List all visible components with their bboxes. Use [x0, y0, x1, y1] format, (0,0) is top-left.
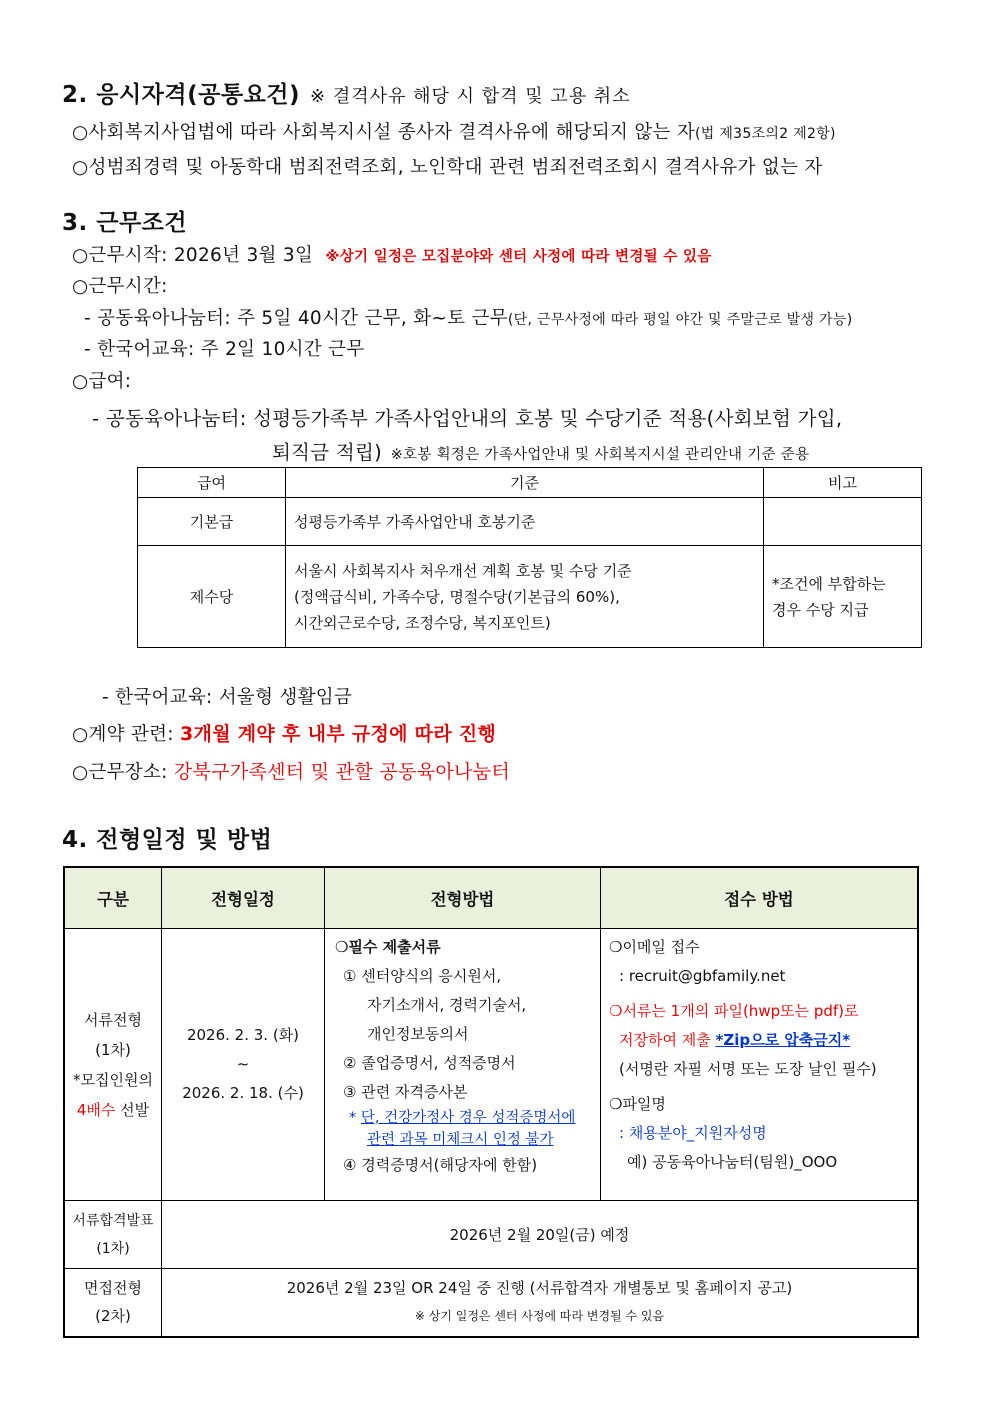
schedule-row-interview — [64, 1269, 918, 1337]
document-receipt — [601, 929, 919, 1201]
method-item: ① 센터양식의 응시원서, — [343, 967, 502, 985]
method-item: ③ 관련 자격증사본 — [343, 1083, 468, 1101]
section-2-title: 2. 응시자격(공통요건) — [62, 82, 301, 108]
receipt-file-rule: ❍서류는 1개의 파일(hwp또는 pdf)로 — [609, 1002, 859, 1020]
document-stage-line: 서류전형 — [84, 1010, 142, 1029]
pay-row-2-note-line: 경우 수당 지급 — [772, 600, 869, 619]
pay-1-cont — [272, 437, 809, 465]
schedule-header-type: 구분 — [64, 867, 162, 929]
pay-table — [137, 467, 922, 648]
pay-table-header — [138, 468, 922, 498]
work-hours-label: ○근무시간: — [72, 276, 168, 297]
interview-note: ※ 상기 일정은 센터 사정에 따라 변경될 수 있음 — [414, 1309, 665, 1324]
pay-1-cont-text: 퇴직금 적립) — [272, 441, 383, 464]
receipt-zip-warning: *Zip으로 압축금지* — [715, 1031, 851, 1049]
pay-row-1-basis: 성평등가족부 가족사업안내 호봉기준 — [286, 498, 764, 546]
pay-label: ○급여: — [72, 371, 132, 392]
schedule-header — [64, 867, 918, 929]
work-hours-1-text: - 공동육아나눔터: 주 5일 40시간 근무, 화~토 근무 — [84, 308, 508, 329]
pay-row-2-note-line: *조건에 부합하는 — [772, 574, 886, 593]
schedule-header-date: 전형일정 — [162, 867, 325, 929]
contract-value: 3개월 계약 후 내부 규정에 따라 진행 — [180, 723, 497, 745]
contract-label: ○계약 관련: — [72, 724, 174, 745]
work-start-note: ※상기 일정은 모집분야와 센터 사정에 따라 변경될 수 있음 — [325, 249, 712, 265]
receipt-email-address: : recruit@gbfamily.net — [619, 967, 786, 985]
pay-row-2 — [138, 546, 922, 648]
schedule-header-receipt: 접수 방법 — [601, 867, 919, 929]
interview-stage-line: (2차) — [95, 1307, 131, 1326]
receipt-file-rule-text: 저장하여 제출 — [619, 1031, 711, 1049]
document-date-sep: ~ — [236, 1055, 250, 1073]
method-item: ④ 경력증명서(해당자에 한함) — [343, 1156, 538, 1174]
pay-row-2-basis-line: 서울시 사회복지사 처우개선 계획 호봉 및 수당 기준 — [294, 561, 632, 580]
document-dates — [162, 929, 325, 1201]
contract — [72, 719, 496, 746]
interview-stage-line: 면접전형 — [84, 1279, 142, 1298]
announce-stage-line: (1차) — [96, 1240, 130, 1257]
qualification-item-1 — [72, 118, 836, 144]
pay-row-1-note — [764, 498, 922, 546]
work-start — [72, 241, 712, 267]
pay-2: - 한국어교육: 서울형 생활임금 — [102, 687, 353, 708]
pay-row-1 — [138, 498, 922, 546]
receipt-filename-format: : 채용분야_지원자성명 — [619, 1124, 767, 1142]
document-stage-select-text: 선발 — [115, 1100, 150, 1119]
announce-date: 2026년 2월 20일(금) 예정 — [162, 1201, 919, 1269]
interview-date: 2026년 2월 23일 OR 24일 중 진행 (서류합격자 개별통보 및 홈페이지 공고) — [286, 1279, 793, 1298]
work-place-value: 강북구가족센터 및 관할 공동육아나눔터 — [173, 761, 510, 783]
interview-info — [162, 1269, 919, 1337]
pay-header-1: 급여 — [138, 468, 286, 498]
section-3-title: 3. 근무조건 — [62, 210, 188, 236]
pay-row-2-note — [764, 546, 922, 648]
section-2-note: ※ 결격사유 해당 시 합격 및 고용 취소 — [310, 86, 631, 107]
receipt-signature-note: (서명란 자필 서명 또는 도장 날인 필수) — [619, 1060, 877, 1078]
schedule-row-announce — [64, 1201, 918, 1269]
pay-1-note: ※호봉 획정은 가족사업안내 및 사회복지시설 관리안내 기준 준용 — [390, 447, 810, 463]
work-hours-1 — [84, 304, 852, 330]
receipt-filename-example: 예) 공동육아나눔터(팀원)_OOO — [627, 1153, 838, 1171]
work-hours-1-note: (단, 근무사정에 따라 평일 야간 및 주말근로 발생 가능) — [507, 312, 853, 328]
work-start-label: ○근무시작: 2026년 3월 3일 — [72, 245, 314, 266]
method-title: ❍필수 제출서류 — [335, 938, 441, 956]
method-item: ② 졸업증명서, 성적증명서 — [343, 1054, 516, 1072]
document-method — [325, 929, 601, 1201]
schedule-row-document — [64, 929, 918, 1201]
pay-row-2-basis-line: 시간외근로수당, 조정수당, 복지포인트) — [294, 613, 551, 632]
receipt-email-title: ❍이메일 접수 — [609, 938, 700, 956]
document-stage-line: *모집인원의 — [73, 1070, 153, 1089]
receipt-file-rule-2 — [609, 1026, 917, 1055]
work-hours-2: - 한국어교육: 주 2일 10시간 근무 — [84, 339, 365, 360]
pay-row-2-basis-line: (정액급식비, 가족수당, 명절수당(기본급의 60%), — [294, 587, 620, 606]
section-2-heading — [62, 76, 631, 109]
document-stage-multiple: 4배수 — [76, 1100, 116, 1119]
pay-row-1-type: 기본급 — [138, 498, 286, 546]
announce-stage-line: 서류합격발표 — [72, 1212, 154, 1229]
method-item: 개인정보동의서 — [367, 1025, 469, 1043]
pay-header-3: 비고 — [764, 468, 922, 498]
section-4-title: 4. 전형일정 및 방법 — [62, 827, 273, 853]
document-date-end: 2026. 2. 18. (수) — [182, 1084, 304, 1102]
qualification-item-1-law: (법 제35조의2 제2항) — [695, 126, 836, 142]
schedule-header-method: 전형방법 — [325, 867, 601, 929]
pay-header-2: 기준 — [286, 468, 764, 498]
document-stage-select — [66, 1095, 160, 1125]
work-place-label: ○근무장소: — [72, 762, 168, 783]
document-stage — [64, 929, 162, 1201]
pay-row-2-type: 제수당 — [138, 546, 286, 648]
method-warning-star: * — [349, 1110, 357, 1126]
receipt-filename-title: ❍파일명 — [609, 1095, 666, 1113]
method-warning-line: 관련 과목 미체크시 인정 불가 — [367, 1132, 554, 1148]
document-stage-line: (1차) — [95, 1040, 131, 1059]
interview-stage — [64, 1269, 162, 1337]
method-warning-line: 단, 건강가정사 경우 성적증명서에 — [360, 1110, 576, 1126]
announce-stage — [64, 1201, 162, 1269]
method-item: 자기소개서, 경력기술서, — [367, 996, 527, 1014]
document-date-start: 2026. 2. 3. (화) — [186, 1026, 300, 1044]
method-warning — [335, 1107, 600, 1129]
qualification-item-2: ○성범죄경력 및 아동학대 범죄전력조회, 노인학대 관련 범죄전력조회시 결격사유가 없는 자 — [72, 157, 823, 178]
schedule-table — [63, 866, 919, 1338]
pay-row-2-basis — [286, 546, 764, 648]
pay-1: - 공동육아나눔터: 성평등가족부 가족사업안내의 호봉 및 수당기준 적용(사회보험 가입, — [92, 407, 843, 430]
work-place — [72, 757, 510, 784]
qualification-item-1-text: ○사회복지사업법에 따라 사회복지시설 종사자 결격사유에 해당되지 않는 자 — [72, 122, 696, 143]
